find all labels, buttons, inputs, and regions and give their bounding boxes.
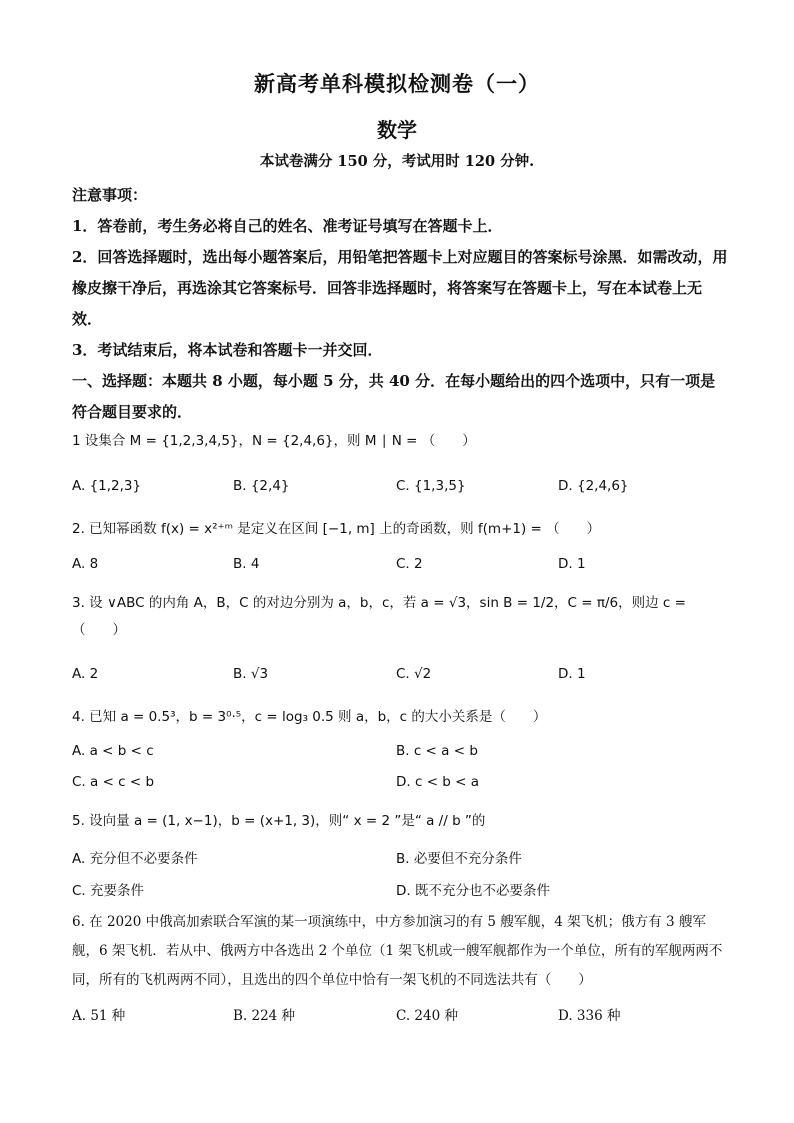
option-b: B. 224 种: [233, 1008, 296, 1024]
instructions-heading: 注意事项：: [72, 186, 148, 204]
question-1-options: [72, 478, 728, 500]
section-heading: 一、选择题：本题共 8 小题，每小题 5 分，共 40 分．在每小题给出的四个选项中，只有一项是符合题目要求的．: [72, 372, 716, 421]
option-b: B. c < a < b: [396, 743, 478, 759]
option-a: A. 2: [72, 666, 99, 682]
option-d: D. {2,4,6}: [558, 478, 629, 494]
option-a: A. 51 种: [72, 1008, 126, 1024]
question-4-stem: 4. 已知 a = 0.5³，b = 3⁰·⁵，c = log₃ 0.5 则 a，b，c 的大小关系是（ ）: [72, 709, 547, 725]
option-b: B. {2,4}: [233, 478, 290, 494]
question-6-stem: 6. 在 2020 中俄高加索联合军演的某一项演练中，中方参加演习的有 5 艘军舰，4 架飞机；俄方有 3 艘军舰，6 架飞机．若从中、俄两方中各选出 2 个单位（1 架飞机或一艘军舰都作为一个单位，所有的军舰两两不同，所有的飞机两两不同），且选出的四个单位中恰有一架飞机的不同选法共有（ ）: [72, 914, 723, 988]
exam-title: 新高考单科模拟检测卷（一）: [254, 71, 540, 96]
instruction-item: 2．回答选择题时，选出每小题答案后，用铅笔把答题卡上对应题目的答案标号涂黑．如需改动，用橡皮擦干净后，再选涂其它答案标号．回答非选择题时，将答案写在答题卡上，写在本试卷上无效．: [72, 248, 728, 328]
question-4-options-row-2: [72, 774, 728, 796]
option-c: C. 240 种: [396, 1008, 458, 1024]
option-d: D. c < b < a: [396, 774, 480, 790]
option-a: A. 充分但不必要条件: [72, 851, 198, 867]
exam-meta: 本试卷满分 150 分，考试用时 120 分钟.: [259, 153, 535, 170]
option-b: B. √3: [233, 666, 269, 682]
question-3-stem: 3. 设 ∨ABC 的内角 A，B，C 的对边分别为 a，b，c，若 a = √3，sin B = 1/2，C = π/6，则边 c = （ ）: [72, 595, 686, 638]
option-c: C. 充要条件: [72, 883, 145, 899]
option-c: C. √2: [396, 666, 432, 682]
option-a: A. a < b < c: [72, 743, 154, 759]
option-d: D. 1: [558, 666, 586, 682]
question-5-stem: 5. 设向量 a = (1, x−1)，b = (x+1, 3)，则“ x = 2 ”是“ a // b ”的: [72, 813, 486, 829]
question-4-options-row-1: [72, 743, 728, 765]
question-1-stem: 1 设集合 M = {1,2,3,4,5}，N = {2,4,6}，则 M ∣ N = （ ）: [72, 433, 476, 449]
instructions: [72, 180, 728, 428]
option-d: D. 既不充分也不必要条件: [396, 883, 550, 899]
exam-subject: 数学: [377, 118, 417, 142]
option-c: C. 2: [396, 556, 423, 572]
question-5-options-row-2: [72, 879, 728, 901]
option-d: D. 336 种: [558, 1008, 621, 1024]
option-a: A. {1,2,3}: [72, 478, 142, 494]
option-b: B. 4: [233, 556, 260, 572]
question-5-options-row-1: [72, 847, 728, 869]
option-d: D. 1: [558, 556, 586, 572]
question-2-options: [72, 556, 728, 578]
option-c: C. a < c < b: [72, 774, 155, 790]
option-a: A. 8: [72, 556, 99, 572]
instruction-item: 3．考试结束后，将本试卷和答题卡一并交回．: [72, 341, 383, 359]
option-c: C. {1,3,5}: [396, 478, 466, 494]
question-6-options: [72, 1004, 728, 1026]
instruction-item: 1．答卷前，考生务必将自己的姓名、准考证号填写在答题卡上．: [72, 217, 503, 235]
question-2-stem: 2. 已知幂函数 f(x) = x²⁺ᵐ 是定义在区间 [−1, m] 上的奇函数，则 f(m+1) = （ ）: [72, 521, 601, 537]
question-3-options: [72, 666, 728, 688]
option-b: B. 必要但不充分条件: [396, 851, 522, 867]
